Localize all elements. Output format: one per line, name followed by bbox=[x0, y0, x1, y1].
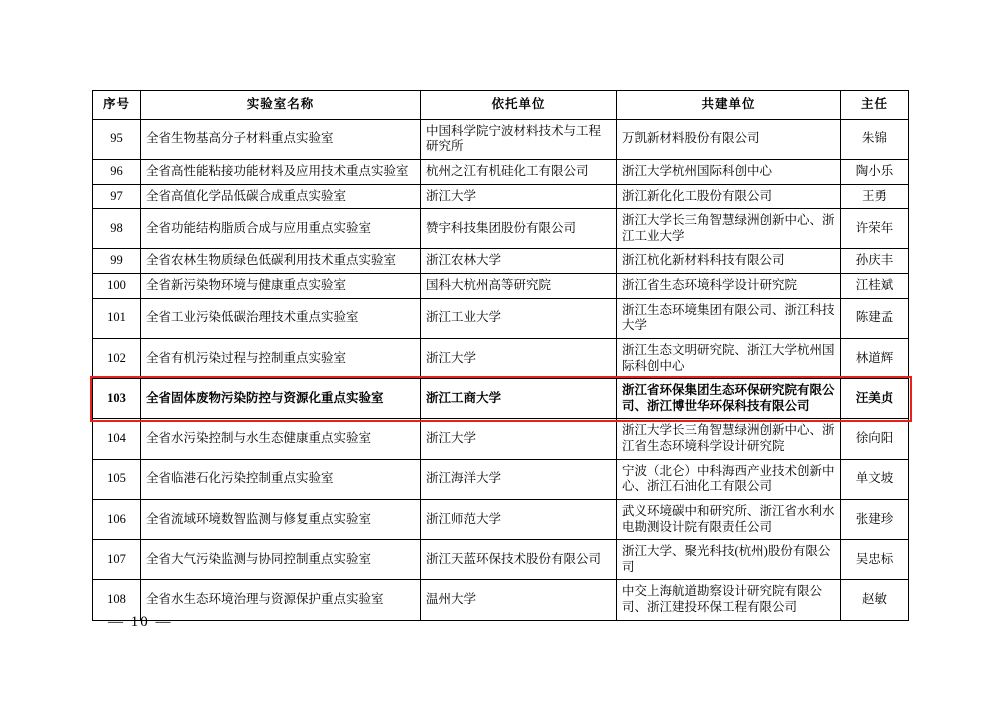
cell-lab-name: 全省有机污染过程与控制重点实验室 bbox=[141, 338, 421, 378]
cell-lab-name: 全省水污染控制与水生态健康重点实验室 bbox=[141, 419, 421, 459]
page-number: — 10 — bbox=[108, 614, 173, 630]
cell-host-unit: 中国科学院宁波材料技术与工程研究所 bbox=[421, 119, 617, 159]
table-row-highlighted bbox=[93, 379, 909, 419]
cell-director: 汪美贞 bbox=[841, 379, 909, 419]
cell-lab-name: 全省农林生物质绿色低碳利用技术重点实验室 bbox=[141, 249, 421, 274]
cell-lab-name: 全省新污染物环境与健康重点实验室 bbox=[141, 274, 421, 299]
table-row bbox=[93, 580, 909, 620]
cell-host-unit: 温州大学 bbox=[421, 580, 617, 620]
cell-director: 孙庆丰 bbox=[841, 249, 909, 274]
laboratory-table bbox=[92, 90, 909, 621]
table-row bbox=[93, 419, 909, 459]
cell-host-unit: 浙江海洋大学 bbox=[421, 459, 617, 499]
cell-no: 102 bbox=[93, 338, 141, 378]
cell-host-unit: 浙江大学 bbox=[421, 338, 617, 378]
cell-host-unit: 浙江师范大学 bbox=[421, 499, 617, 539]
cell-joint-unit: 浙江省环保集团生态环保研究院有限公司、浙江博世华环保科技有限公司 bbox=[617, 379, 841, 419]
cell-director: 朱锦 bbox=[841, 119, 909, 159]
cell-lab-name: 全省临港石化污染控制重点实验室 bbox=[141, 459, 421, 499]
cell-joint-unit: 浙江大学、聚光科技(杭州)股份有限公司 bbox=[617, 540, 841, 580]
column-header-host-unit: 依托单位 bbox=[421, 91, 617, 120]
table-header-row bbox=[93, 91, 909, 120]
cell-no: 104 bbox=[93, 419, 141, 459]
cell-lab-name: 全省工业污染低碳治理技术重点实验室 bbox=[141, 298, 421, 338]
cell-joint-unit: 浙江省生态环境科学设计研究院 bbox=[617, 274, 841, 299]
column-header-no: 序号 bbox=[93, 91, 141, 120]
column-header-director: 主任 bbox=[841, 91, 909, 120]
cell-host-unit: 浙江天蓝环保技术股份有限公司 bbox=[421, 540, 617, 580]
cell-no: 108 bbox=[93, 580, 141, 620]
cell-joint-unit: 万凯新材料股份有限公司 bbox=[617, 119, 841, 159]
table-row bbox=[93, 459, 909, 499]
cell-director: 许荣年 bbox=[841, 209, 909, 249]
cell-host-unit: 杭州之江有机硅化工有限公司 bbox=[421, 159, 617, 184]
table-row bbox=[93, 274, 909, 299]
column-header-lab-name: 实验室名称 bbox=[141, 91, 421, 120]
table-row bbox=[93, 184, 909, 209]
cell-no: 96 bbox=[93, 159, 141, 184]
cell-director: 赵敏 bbox=[841, 580, 909, 620]
cell-joint-unit: 浙江杭化新材料科技有限公司 bbox=[617, 249, 841, 274]
table-body bbox=[93, 119, 909, 620]
cell-lab-name: 全省生物基高分子材料重点实验室 bbox=[141, 119, 421, 159]
table-row bbox=[93, 159, 909, 184]
cell-no: 107 bbox=[93, 540, 141, 580]
cell-director: 陈建孟 bbox=[841, 298, 909, 338]
cell-no: 103 bbox=[93, 379, 141, 419]
cell-host-unit: 浙江工业大学 bbox=[421, 298, 617, 338]
cell-no: 101 bbox=[93, 298, 141, 338]
table-row bbox=[93, 540, 909, 580]
cell-no: 106 bbox=[93, 499, 141, 539]
cell-no: 95 bbox=[93, 119, 141, 159]
cell-lab-name: 全省功能结构脂质合成与应用重点实验室 bbox=[141, 209, 421, 249]
table-row bbox=[93, 499, 909, 539]
table-row bbox=[93, 209, 909, 249]
cell-lab-name: 全省固体废物污染防控与资源化重点实验室 bbox=[141, 379, 421, 419]
cell-joint-unit: 浙江大学长三角智慧绿洲创新中心、浙江省生态环境科学设计研究院 bbox=[617, 419, 841, 459]
cell-lab-name: 全省高值化学品低碳合成重点实验室 bbox=[141, 184, 421, 209]
cell-lab-name: 全省水生态环境治理与资源保护重点实验室 bbox=[141, 580, 421, 620]
cell-no: 100 bbox=[93, 274, 141, 299]
cell-joint-unit: 宁波（北仑）中科海西产业技术创新中心、浙江石油化工有限公司 bbox=[617, 459, 841, 499]
cell-lab-name: 全省高性能粘接功能材料及应用技术重点实验室 bbox=[141, 159, 421, 184]
cell-joint-unit: 浙江大学杭州国际科创中心 bbox=[617, 159, 841, 184]
cell-joint-unit: 浙江新化化工股份有限公司 bbox=[617, 184, 841, 209]
column-header-joint-unit: 共建单位 bbox=[617, 91, 841, 120]
cell-director: 张建珍 bbox=[841, 499, 909, 539]
cell-joint-unit: 中交上海航道勘察设计研究院有限公司、浙江建投环保工程有限公司 bbox=[617, 580, 841, 620]
table-row bbox=[93, 338, 909, 378]
cell-no: 97 bbox=[93, 184, 141, 209]
cell-host-unit: 浙江农林大学 bbox=[421, 249, 617, 274]
cell-director: 王勇 bbox=[841, 184, 909, 209]
cell-joint-unit: 浙江生态环境集团有限公司、浙江科技大学 bbox=[617, 298, 841, 338]
table-row bbox=[93, 298, 909, 338]
table-row bbox=[93, 119, 909, 159]
cell-lab-name: 全省流域环境数智监测与修复重点实验室 bbox=[141, 499, 421, 539]
cell-director: 单文坡 bbox=[841, 459, 909, 499]
cell-joint-unit: 浙江大学长三角智慧绿洲创新中心、浙江工业大学 bbox=[617, 209, 841, 249]
cell-host-unit: 浙江大学 bbox=[421, 419, 617, 459]
cell-host-unit: 浙江大学 bbox=[421, 184, 617, 209]
cell-director: 江桂斌 bbox=[841, 274, 909, 299]
laboratory-table-container bbox=[92, 90, 908, 621]
cell-no: 105 bbox=[93, 459, 141, 499]
cell-host-unit: 浙江工商大学 bbox=[421, 379, 617, 419]
cell-lab-name: 全省大气污染监测与协同控制重点实验室 bbox=[141, 540, 421, 580]
cell-host-unit: 国科大杭州高等研究院 bbox=[421, 274, 617, 299]
cell-director: 吴忠标 bbox=[841, 540, 909, 580]
cell-joint-unit: 武义环境碳中和研究所、浙江省水利水电勘测设计院有限责任公司 bbox=[617, 499, 841, 539]
cell-host-unit: 赞宇科技集团股份有限公司 bbox=[421, 209, 617, 249]
table-row bbox=[93, 249, 909, 274]
cell-director: 徐向阳 bbox=[841, 419, 909, 459]
cell-director: 林道辉 bbox=[841, 338, 909, 378]
cell-director: 陶小乐 bbox=[841, 159, 909, 184]
cell-joint-unit: 浙江生态文明研究院、浙江大学杭州国际科创中心 bbox=[617, 338, 841, 378]
cell-no: 99 bbox=[93, 249, 141, 274]
cell-no: 98 bbox=[93, 209, 141, 249]
